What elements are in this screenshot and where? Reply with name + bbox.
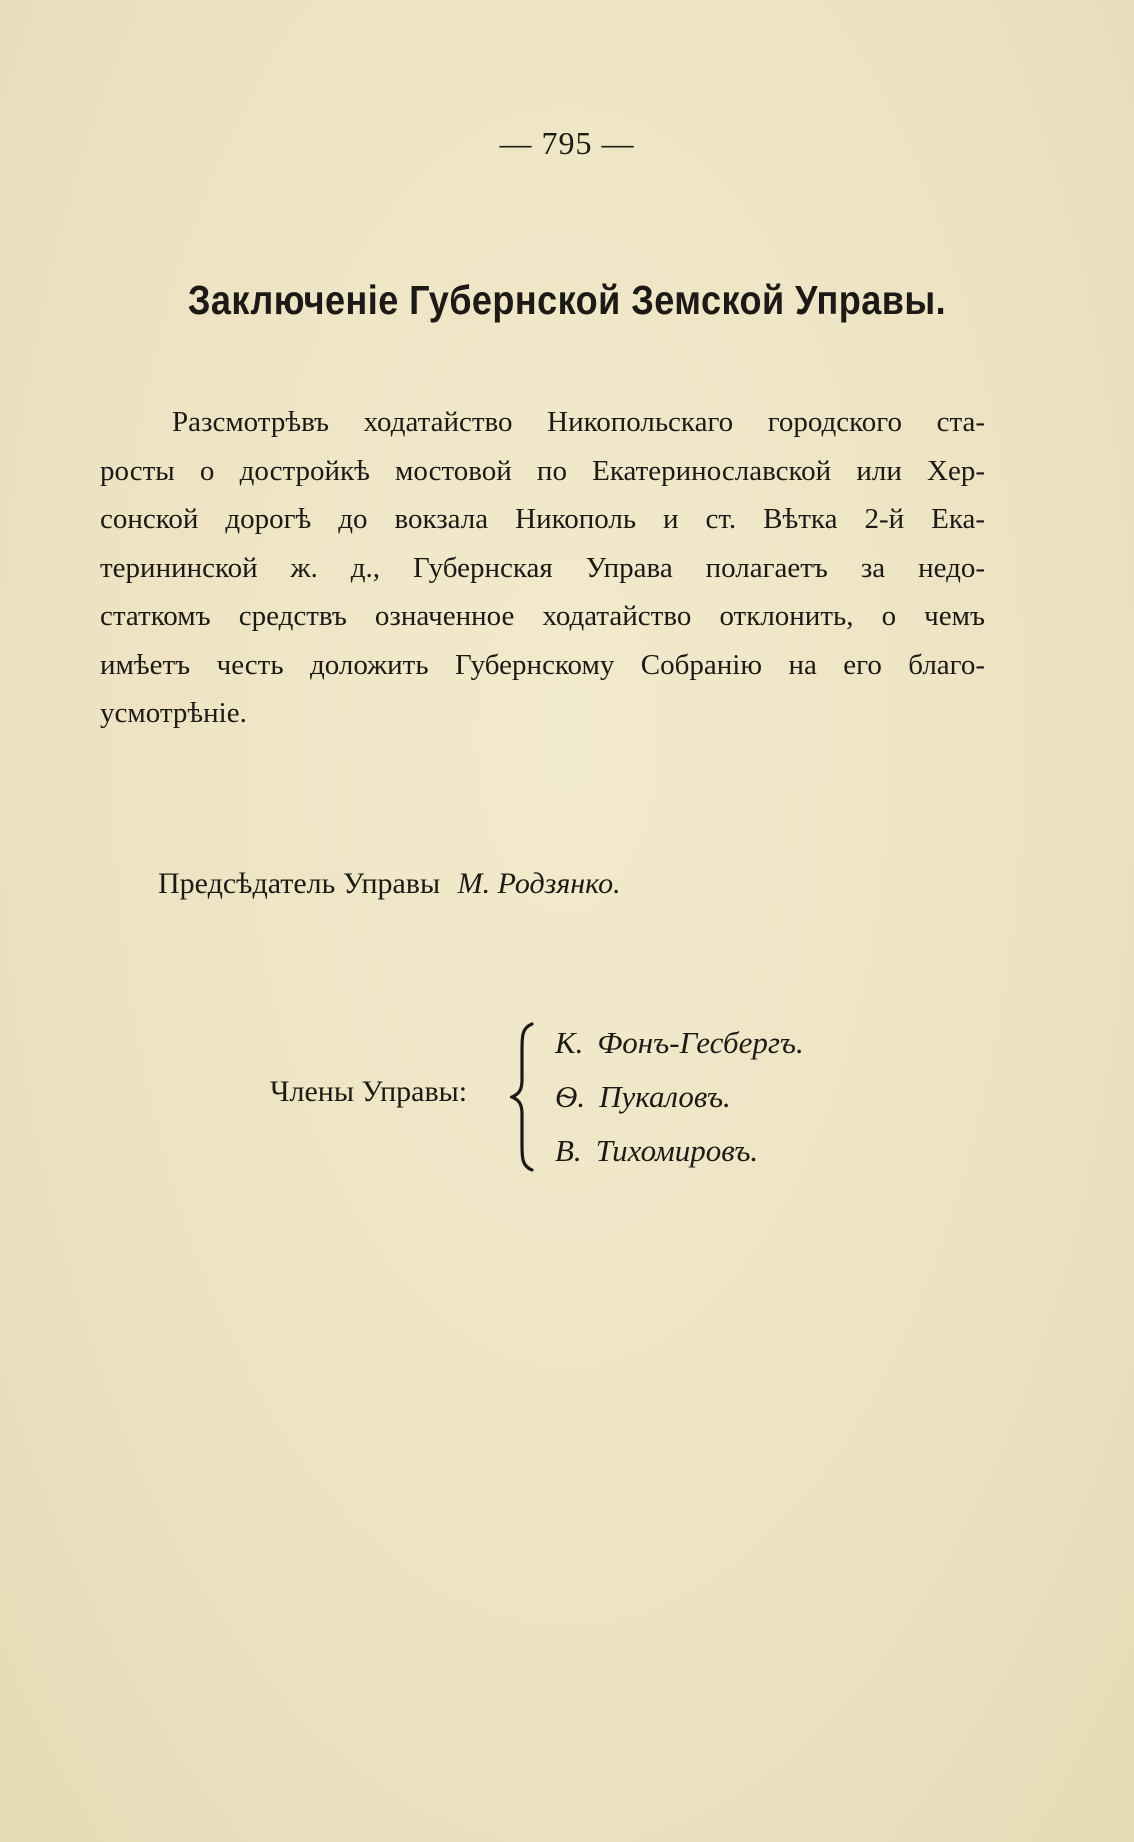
document-title: Заключеніе Губернской Земской Управы. [187, 277, 947, 323]
body-line: сонской дорогѣ до вокзала Никополь и ст. Вѣтка 2-й Ека- [100, 503, 985, 535]
member-name [555, 1124, 804, 1178]
members-label: Члены Управы: [270, 1075, 468, 1108]
chairman-signature-line [158, 867, 621, 901]
page-number: — 795 — [499, 125, 635, 161]
member-surname: Тихомировъ. [595, 1133, 759, 1168]
body-line: статкомъ средствъ означенное ходатайство отклонить, о чемъ [100, 600, 985, 632]
body-paragraph [100, 398, 985, 738]
member-surname: Фонъ-Гесбергъ. [597, 1025, 804, 1060]
member-initial: К. [555, 1025, 584, 1060]
member-initial: Ѳ. [555, 1079, 586, 1114]
member-name [555, 1016, 804, 1070]
member-initial: В. [555, 1133, 582, 1168]
chairman-signature: М. Родзянко. [457, 867, 621, 900]
members-list [555, 1016, 804, 1178]
member-name [555, 1070, 804, 1124]
member-surname: Пукаловъ. [599, 1079, 731, 1114]
body-line: терининской ж. д., Губернская Управа полагаетъ за недо- [100, 551, 985, 584]
curly-brace-icon [510, 1022, 540, 1172]
body-line: имѣетъ честь доложить Губернскому Собранію на его благо- [100, 648, 985, 681]
body-line: усмотрѣніе. [100, 697, 247, 729]
body-line: Разсмотрѣвъ ходатайство Никопольскаго городского ста- [172, 406, 985, 438]
body-line: росты о достройкѣ мостовой по Екатеринославской или Хер- [100, 454, 985, 487]
chairman-label: Предсѣдатель Управы [158, 867, 441, 900]
